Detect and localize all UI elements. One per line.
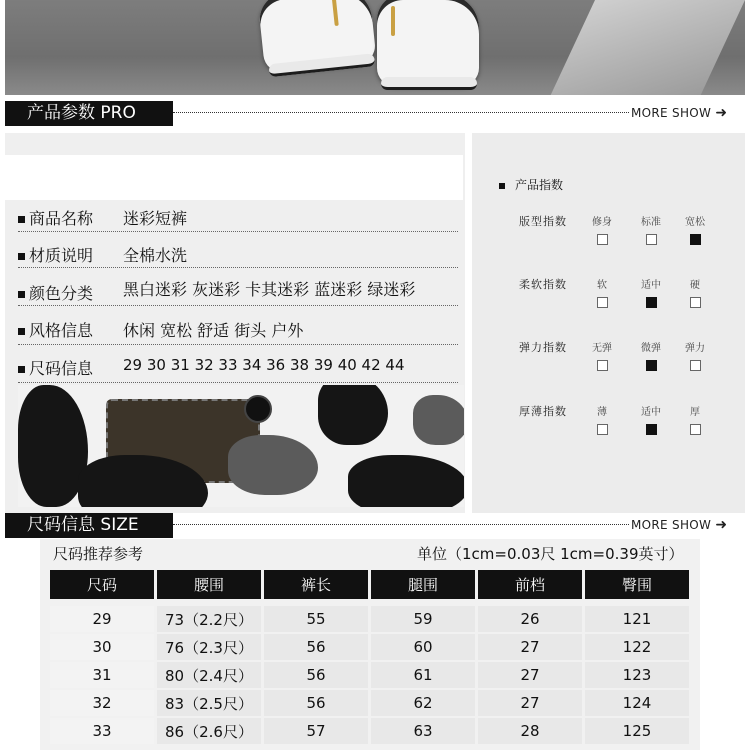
size-unit-note: 单位（1cm=0.03尺 1cm=0.39英寸） — [417, 545, 684, 563]
index-option-checkbox[interactable] — [597, 234, 608, 245]
index-option-label: 修身 — [592, 217, 612, 228]
index-option-label: 无弹 — [592, 343, 612, 354]
index-option-label: 硬 — [690, 280, 700, 291]
table-cell: 30 — [50, 634, 154, 660]
section-divider — [173, 112, 629, 113]
square-bullet-icon — [18, 253, 25, 260]
table-cell: 61 — [371, 662, 475, 688]
index-option-checkbox[interactable] — [597, 424, 608, 435]
param-divider — [18, 344, 458, 345]
more-show-label: MORE SHOW — [631, 106, 712, 120]
index-category-label: 版型指数 — [519, 215, 567, 228]
column-header: 尺码 — [50, 570, 154, 599]
square-bullet-icon — [18, 328, 25, 335]
table-cell: 33 — [50, 718, 154, 744]
more-show-label: MORE SHOW — [631, 518, 712, 532]
param-divider — [18, 305, 458, 306]
table-cell: 27 — [478, 634, 582, 660]
index-option-label: 宽松 — [685, 217, 705, 228]
index-option-label: 弹力 — [685, 343, 705, 354]
table-row — [50, 690, 689, 716]
zipper — [391, 6, 395, 36]
table-cell: 59 — [371, 606, 475, 632]
table-cell: 57 — [264, 718, 368, 744]
more-show-link[interactable] — [631, 105, 727, 121]
index-option-checkbox[interactable] — [690, 424, 701, 435]
index-option-checkbox[interactable] — [690, 297, 701, 308]
param-value-material: 全棉水洗 — [123, 246, 188, 265]
index-option-label: 薄 — [597, 407, 607, 418]
table-cell: 76（2.3尺） — [157, 634, 261, 660]
table-cell: 73（2.2尺） — [157, 606, 261, 632]
index-option-label: 标准 — [641, 217, 661, 228]
index-option-checkbox[interactable] — [597, 297, 608, 308]
table-row — [50, 662, 689, 688]
sneaker-left — [257, 0, 377, 74]
param-divider — [18, 231, 458, 232]
params-panel-band — [5, 155, 463, 200]
table-cell: 26 — [478, 606, 582, 632]
table-cell: 31 — [50, 662, 154, 688]
square-bullet-icon — [18, 366, 25, 373]
square-bullet-icon — [18, 216, 25, 223]
table-cell: 123 — [585, 662, 689, 688]
column-header: 裤长 — [264, 570, 368, 599]
sneaker-sole — [268, 53, 375, 77]
index-option-label: 适中 — [641, 280, 661, 291]
column-header: 前档 — [478, 570, 582, 599]
size-table — [47, 568, 692, 746]
param-label-material: 材质说明 — [18, 243, 93, 266]
camo-shorts-photo — [18, 385, 464, 507]
size-table-body — [50, 606, 689, 744]
index-option-label: 厚 — [690, 407, 700, 418]
column-header: 臀围 — [585, 570, 689, 599]
table-cell: 80（2.4尺） — [157, 662, 261, 688]
param-value-style: 休闲 宽松 舒适 街头 户外 — [123, 321, 304, 340]
table-cell: 62 — [371, 690, 475, 716]
table-cell: 86（2.6尺） — [157, 718, 261, 744]
param-value-name: 迷彩短裤 — [123, 209, 188, 228]
param-label-style: 风格信息 — [18, 318, 93, 341]
arrow-right-icon: ➜ — [715, 105, 728, 121]
square-bullet-icon — [18, 291, 25, 298]
table-cell: 29 — [50, 606, 154, 632]
square-bullet-icon — [499, 183, 505, 189]
index-category-label: 弹力指数 — [519, 341, 567, 354]
sneaker-sole — [381, 77, 477, 90]
size-table-header-row — [50, 570, 689, 599]
index-option-label: 软 — [597, 280, 607, 291]
index-option-checkbox[interactable] — [690, 234, 701, 245]
size-recommend-label: 尺码推荐参考 — [53, 545, 144, 563]
table-cell: 56 — [264, 634, 368, 660]
table-cell: 55 — [264, 606, 368, 632]
table-cell: 60 — [371, 634, 475, 660]
param-value-size: 29 30 31 32 33 34 36 38 39 40 42 44 — [123, 356, 405, 374]
index-option-checkbox[interactable] — [646, 424, 657, 435]
index-option-checkbox[interactable] — [646, 360, 657, 371]
index-option-checkbox[interactable] — [646, 297, 657, 308]
index-option-label: 适中 — [641, 407, 661, 418]
index-title: 产品指数 — [499, 176, 563, 193]
index-category-label: 厚薄指数 — [519, 405, 567, 418]
section-header-product-params — [5, 101, 173, 126]
param-label-size: 尺码信息 — [18, 356, 93, 379]
table-cell: 56 — [264, 690, 368, 716]
index-category-label: 柔软指数 — [519, 278, 567, 291]
product-photo-shoes — [5, 0, 745, 95]
table-cell: 122 — [585, 634, 689, 660]
table-cell: 27 — [478, 690, 582, 716]
table-cell: 28 — [478, 718, 582, 744]
param-label-name: 商品名称 — [18, 206, 93, 229]
column-header: 腿围 — [371, 570, 475, 599]
table-row — [50, 718, 689, 744]
table-cell: 121 — [585, 606, 689, 632]
column-header: 腰围 — [157, 570, 261, 599]
section-header-size-info — [5, 513, 173, 538]
table-cell: 32 — [50, 690, 154, 716]
table-cell: 124 — [585, 690, 689, 716]
index-option-label: 微弹 — [641, 343, 661, 354]
arrow-right-icon: ➜ — [715, 517, 728, 533]
shorts-button — [244, 395, 272, 423]
index-option-checkbox[interactable] — [690, 360, 701, 371]
section-divider — [173, 524, 629, 525]
more-show-link[interactable] — [631, 517, 727, 533]
sneaker-right — [377, 0, 479, 86]
zipper — [332, 0, 339, 26]
table-row — [50, 634, 689, 660]
table-cell: 63 — [371, 718, 475, 744]
table-cell: 125 — [585, 718, 689, 744]
param-value-color: 黑白迷彩 灰迷彩 卡其迷彩 蓝迷彩 绿迷彩 — [123, 280, 416, 299]
param-label-color: 颜色分类 — [18, 281, 93, 304]
table-cell: 27 — [478, 662, 582, 688]
param-divider — [18, 382, 458, 383]
street-stripe — [551, 0, 745, 95]
table-cell: 83（2.5尺） — [157, 690, 261, 716]
param-divider — [18, 267, 458, 268]
table-row — [50, 606, 689, 632]
section-title: 产品参数 PRO — [27, 103, 136, 123]
index-option-checkbox[interactable] — [646, 234, 657, 245]
table-cell: 56 — [264, 662, 368, 688]
index-option-checkbox[interactable] — [597, 360, 608, 371]
section-title: 尺码信息 SIZE — [27, 515, 139, 535]
